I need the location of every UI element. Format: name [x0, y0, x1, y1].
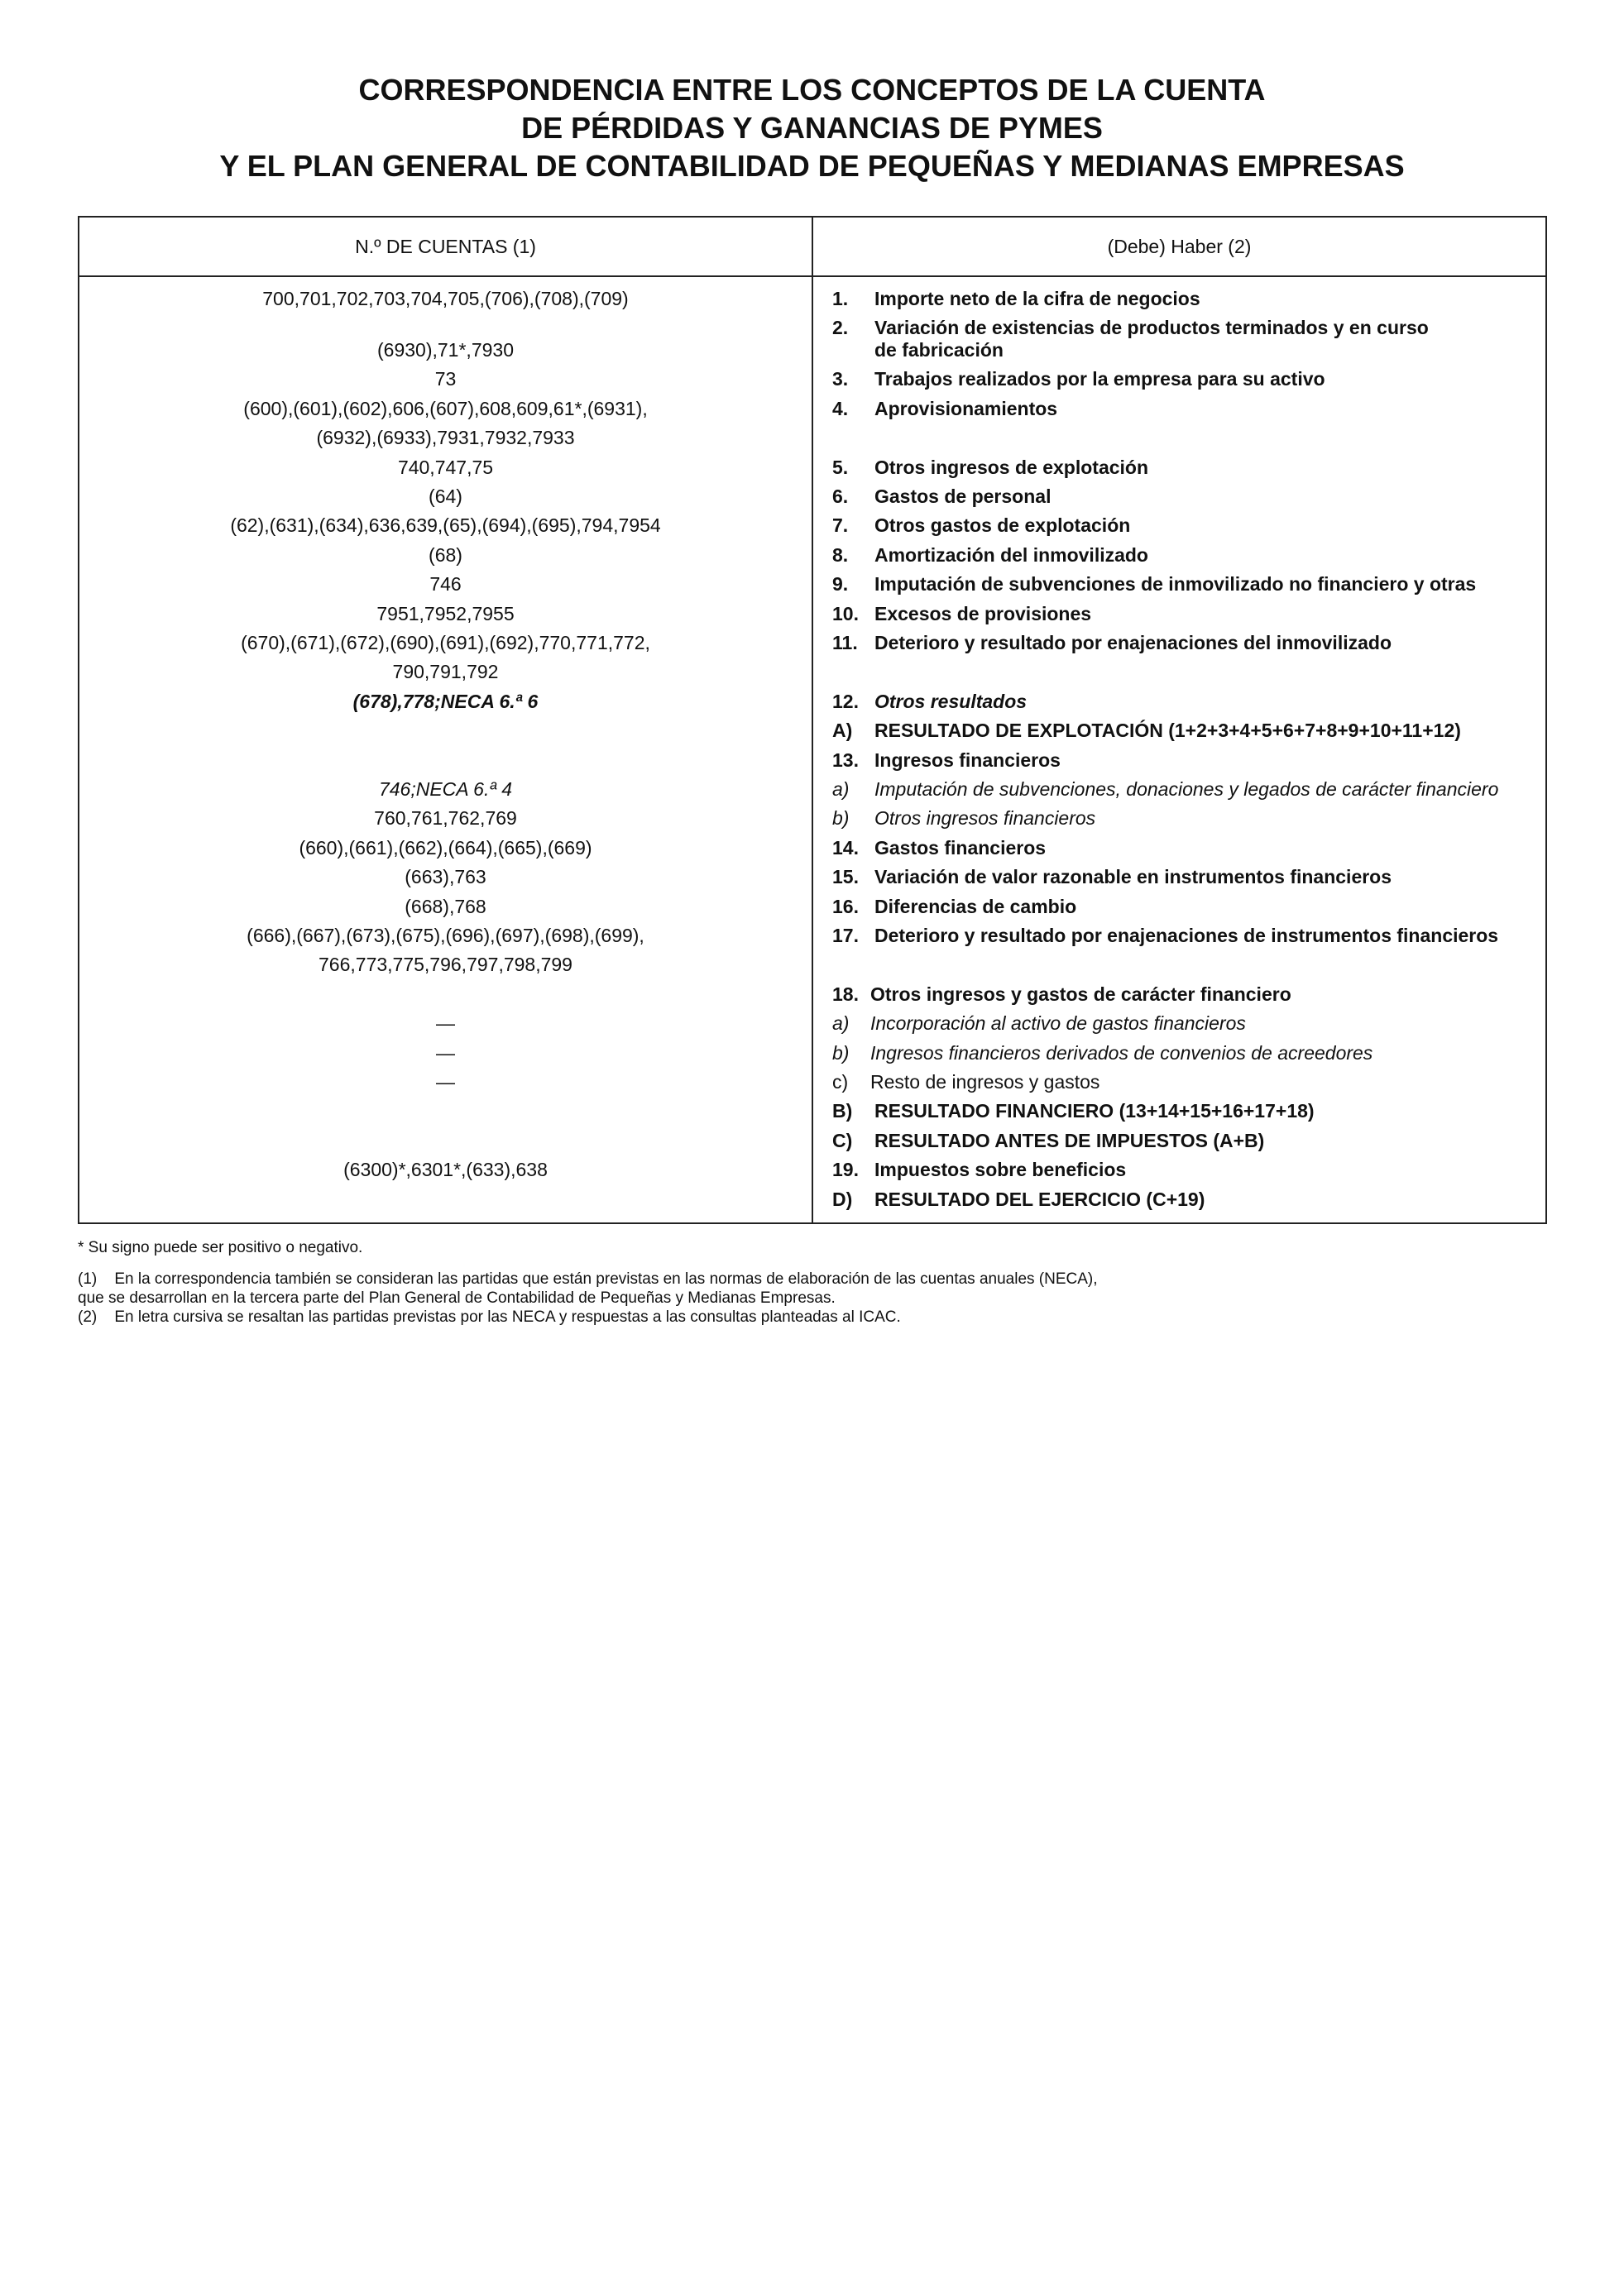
account-cell: (678),778;NECA 6.ª 6: [352, 690, 539, 712]
concept-number: 14.: [832, 836, 859, 859]
account-cell: —: [436, 1041, 455, 1064]
concept-cell: [832, 775, 1537, 804]
concept-cell: [832, 541, 1537, 570]
concept-number: b): [832, 807, 850, 830]
account-cell: (6300)*,6301*,(633),638: [343, 1159, 548, 1181]
concept-number: 17.: [832, 924, 859, 946]
account-cell: 746;NECA 6.ª 4: [378, 777, 513, 800]
concept-label: Trabajos realizados por la empresa para su activo: [874, 368, 1325, 390]
concept-number: 18.: [832, 983, 859, 1005]
account-cell: 766,773,775,796,797,798,799: [319, 954, 572, 976]
concept-cell: [832, 1155, 1537, 1184]
correspondence-table: [78, 216, 1547, 1224]
account-cell: (666),(667),(673),(675),(696),(697),(698),(699),: [247, 924, 644, 946]
account-cell: —: [436, 1070, 455, 1093]
footnote-asterisk: * Su signo puede ser positivo o negativo.: [78, 1239, 363, 1256]
footnote-1-line-1: (1) En la correspondencia también se consideran las partidas que están previstas en las normas de elaboración de las cuentas anuales (NECA),: [78, 1270, 1098, 1288]
concept-label: de fabricación: [874, 338, 1004, 361]
concept-number: 6.: [832, 485, 849, 507]
concept-number: 1.: [832, 288, 849, 309]
concept-number: 2.: [832, 317, 849, 339]
concept-number: 16.: [832, 895, 859, 917]
concept-label: Gastos de personal: [874, 485, 1052, 507]
footnote-1-line-2: que se desarrollan en la tercera parte del Plan General de Contabilidad de Pequeñas y Medianas Empresas.: [78, 1289, 836, 1307]
concept-number: 10.: [832, 602, 859, 624]
concept-label: Deterioro y resultado por enajenaciones del inmovilizado: [874, 631, 1392, 653]
account-cell: (663),763: [405, 866, 486, 888]
concept-cell: [832, 716, 1537, 745]
concept-label: Importe neto de la cifra de negocios: [874, 288, 1200, 309]
concept-label: Incorporación al activo de gastos financieros: [870, 1012, 1246, 1035]
concept-cell: [832, 687, 1537, 716]
title-line-3: Y EL PLAN GENERAL DE CONTABILIDAD DE PEQUEÑAS Y MEDIANAS EMPRESAS: [219, 149, 1405, 183]
concept-cell: [832, 482, 1537, 511]
concept-label: Variación de existencias de productos terminados y en curso: [874, 317, 1429, 339]
concept-cell: [832, 453, 1537, 482]
concept-label: Impuestos sobre beneficios: [874, 1159, 1127, 1181]
account-cell: —: [436, 1012, 455, 1035]
concept-number: D): [832, 1188, 853, 1210]
concept-label: RESULTADO FINANCIERO (13+14+15+16+17+18): [874, 1100, 1315, 1122]
concept-label: Variación de valor razonable en instrumentos financieros: [874, 866, 1392, 888]
account-cell: 746: [429, 573, 462, 596]
concept-cell: [832, 746, 1537, 775]
concept-cell: [832, 285, 1537, 313]
concept-label: Otros resultados: [874, 690, 1028, 712]
account-cell: (62),(631),(634),636,639,(65),(694),(695),794,7954: [230, 514, 661, 537]
header-debe-haber: (Debe) Haber (2): [1107, 236, 1252, 257]
concept-cell: [832, 365, 1537, 394]
concept-number: c): [832, 1070, 849, 1093]
concept-label: RESULTADO ANTES DE IMPUESTOS (A+B): [874, 1129, 1265, 1151]
concept-label: Gastos financieros: [874, 836, 1047, 859]
concept-number: 13.: [832, 749, 859, 771]
header-divider: [79, 275, 1545, 277]
footnotes: [78, 1238, 1547, 1327]
document-title: [0, 71, 1624, 185]
column-divider: [812, 218, 813, 1222]
concept-cell: [832, 980, 1537, 1009]
account-cell: 740,747,75: [397, 456, 494, 478]
concept-number: A): [832, 720, 853, 742]
concept-cell: [832, 1185, 1537, 1214]
account-cell: (6930),71*,7930: [377, 338, 514, 361]
concept-label: Imputación de subvenciones, donaciones y legados de carácter financiero: [874, 777, 1499, 800]
account-cell: 760,761,762,769: [374, 807, 517, 830]
account-cell: 73: [434, 368, 457, 390]
concept-number: b): [832, 1041, 850, 1064]
account-cell: (64): [429, 485, 462, 507]
concept-label: Excesos de provisiones: [874, 602, 1092, 624]
concept-cell: [832, 570, 1537, 599]
concept-number: 3.: [832, 368, 849, 390]
concept-number: a): [832, 777, 850, 800]
concept-label: RESULTADO DE EXPLOTACIÓN (1+2+3+4+5+6+7+8+9+10+11+12): [874, 720, 1461, 742]
concept-cell: [832, 834, 1537, 863]
concept-label: Ingresos financieros: [874, 749, 1061, 771]
concept-label: Otros gastos de explotación: [874, 514, 1131, 537]
concept-cell: [832, 629, 1537, 658]
concept-label: Otros ingresos financieros: [874, 807, 1096, 830]
concept-label: Otros ingresos y gastos de carácter financiero: [870, 983, 1291, 1005]
header-accounts: N.º DE CUENTAS (1): [355, 236, 536, 257]
title-line-2: DE PÉRDIDAS Y GANANCIAS DE PYMES: [521, 111, 1103, 145]
concept-number: 9.: [832, 573, 849, 596]
account-cell: 7951,7952,7955: [376, 602, 515, 624]
concept-cell: [832, 863, 1537, 892]
account-cell: 700,701,702,703,704,705,(706),(708),(709): [262, 288, 629, 309]
concept-cell: [832, 1068, 1537, 1097]
concept-number: 12.: [832, 690, 859, 712]
concept-cell: [832, 1009, 1537, 1038]
concept-cell: [832, 921, 1537, 950]
account-cell: (668),768: [405, 895, 486, 917]
account-cell: (660),(661),(662),(664),(665),(669): [299, 836, 592, 859]
concept-cell: [832, 1039, 1537, 1068]
concept-cell: [832, 1097, 1537, 1126]
concept-label: Aprovisionamientos: [874, 397, 1058, 419]
concept-label: RESULTADO DEL EJERCICIO (C+19): [874, 1188, 1205, 1210]
concept-label: Diferencias de cambio: [874, 895, 1077, 917]
concept-label: Amortización del inmovilizado: [874, 543, 1148, 566]
concept-number: B): [832, 1100, 853, 1122]
account-cell: 790,791,792: [392, 661, 499, 683]
account-cell: (68): [429, 543, 462, 566]
concept-label: Imputación de subvenciones de inmovilizado no financiero y otras: [874, 573, 1477, 596]
concept-label: Otros ingresos de explotación: [874, 456, 1149, 478]
concept-number: 15.: [832, 866, 859, 888]
concept-cell: [832, 1126, 1537, 1155]
concept-number: 8.: [832, 543, 849, 566]
account-cell: (600),(601),(602),606,(607),608,609,61*,(6931),: [243, 397, 648, 419]
concept-label: Deterioro y resultado por enajenaciones de instrumentos financieros: [874, 924, 1499, 946]
concept-number: a): [832, 1012, 850, 1035]
concept-number: 7.: [832, 514, 849, 537]
title-line-1: CORRESPONDENCIA ENTRE LOS CONCEPTOS DE LA CUENTA: [358, 73, 1266, 107]
concept-label: Ingresos financieros derivados de convenios de acreedores: [870, 1041, 1373, 1064]
concept-number: 19.: [832, 1159, 859, 1181]
concept-label: Resto de ingresos y gastos: [870, 1070, 1100, 1093]
footnote-2: (2) En letra cursiva se resaltan las partidas previstas por las NECA y respuestas a las consultas planteadas al ICAC.: [78, 1308, 901, 1326]
concept-cell: [832, 395, 1537, 423]
concept-cell: [832, 804, 1537, 833]
account-cell: (670),(671),(672),(690),(691),(692),770,771,772,: [241, 631, 650, 653]
concept-cell: [832, 892, 1537, 921]
concept-number: 5.: [832, 456, 849, 478]
concept-cell: [832, 511, 1537, 540]
concept-number: 4.: [832, 397, 849, 419]
concept-number: 11.: [832, 631, 858, 653]
concept-cell: [832, 336, 1537, 365]
concept-number: C): [832, 1129, 853, 1151]
account-cell: (6932),(6933),7931,7932,7933: [316, 427, 575, 449]
concept-cell: [832, 600, 1537, 629]
